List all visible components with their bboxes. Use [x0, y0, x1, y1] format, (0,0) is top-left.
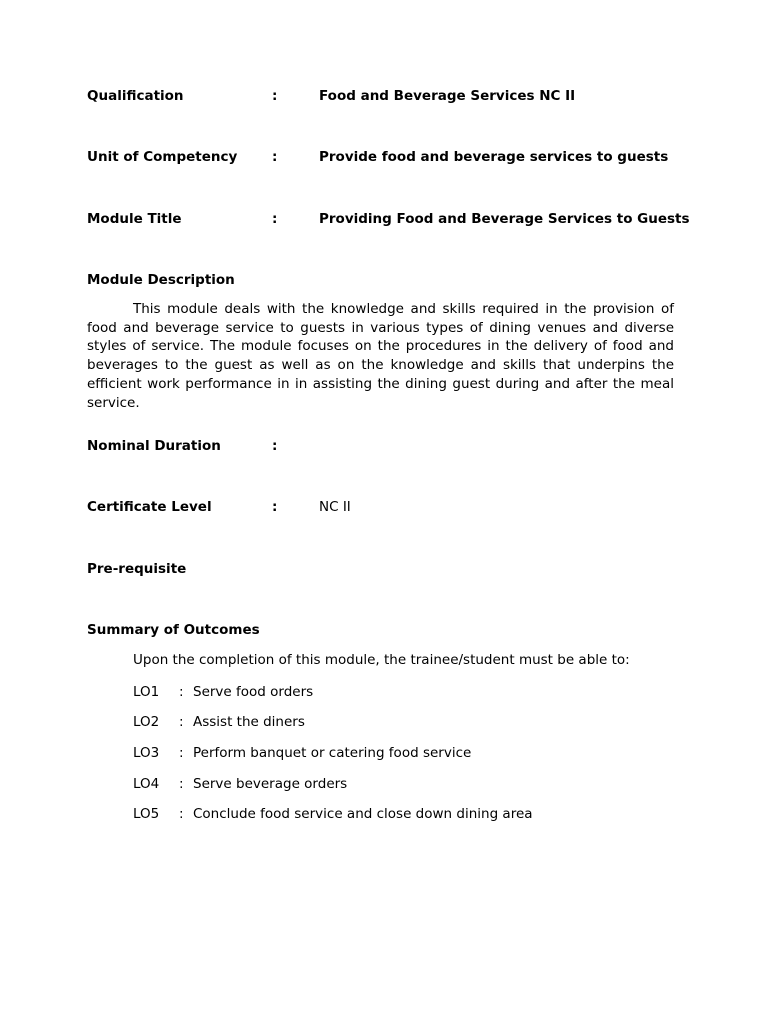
- qualification-row: [87, 88, 687, 108]
- certificate-level-colon: :: [272, 499, 278, 515]
- outcome-text: Conclude food service and close down dining area: [193, 806, 533, 822]
- summary-intro: Upon the completion of this module, the trainee/student must be able to:: [133, 652, 630, 668]
- module-title-value: Providing Food and Beverage Services to Guests: [319, 211, 690, 227]
- module-title-label: Module Title: [87, 211, 182, 227]
- outcome-item: [133, 776, 693, 796]
- outcome-text: Perform banquet or catering food service: [193, 745, 472, 761]
- outcome-code: LO5: [133, 806, 160, 822]
- outcome-text: Assist the diners: [193, 714, 305, 730]
- outcome-separator: :: [179, 745, 184, 761]
- module-title-row: [87, 211, 690, 231]
- certificate-level-label: Certificate Level: [87, 499, 212, 515]
- module-description-text: This module deals with the knowledge and skills required in the provision of food and beverage service to guests in various types of dining venues and diverse styles of service. The module focuses on the procedures in the delivery of food and beverages to the guest as well as on the knowledge and skills that underpins the efficient work performance in in assisting the dining guest during and after the meal service.: [87, 301, 674, 411]
- nominal-duration-colon: :: [272, 438, 278, 454]
- certificate-level-row: [87, 499, 687, 519]
- outcome-text: Serve beverage orders: [193, 776, 348, 792]
- outcome-code: LO2: [133, 714, 160, 730]
- unit-of-competency-row: [87, 149, 687, 169]
- outcome-text: Serve food orders: [193, 684, 314, 700]
- outcome-code: LO3: [133, 745, 160, 761]
- outcome-item: [133, 806, 693, 826]
- outcome-item: [133, 714, 693, 734]
- prerequisite-heading: Pre-requisite: [87, 561, 187, 577]
- summary-heading: Summary of Outcomes: [87, 622, 260, 638]
- qualification-value: Food and Beverage Services NC II: [319, 88, 576, 104]
- outcome-code: LO4: [133, 776, 160, 792]
- certificate-level-value: NC II: [319, 499, 351, 515]
- outcome-separator: :: [179, 806, 184, 822]
- outcome-separator: :: [179, 714, 184, 730]
- nominal-duration-row: [87, 438, 687, 458]
- unit-of-competency-label: Unit of Competency: [87, 149, 238, 165]
- nominal-duration-label: Nominal Duration: [87, 438, 221, 454]
- qualification-label: Qualification: [87, 88, 184, 104]
- outcome-item: [133, 745, 693, 765]
- outcome-code: LO1: [133, 684, 160, 700]
- outcome-separator: :: [179, 684, 184, 700]
- outcome-separator: :: [179, 776, 184, 792]
- unit-of-competency-colon: :: [272, 149, 278, 165]
- outcome-item: [133, 684, 693, 704]
- module-title-colon: :: [272, 211, 278, 227]
- qualification-colon: :: [272, 88, 278, 104]
- unit-of-competency-value: Provide food and beverage services to guests: [319, 149, 669, 165]
- module-description-heading: Module Description: [87, 272, 235, 288]
